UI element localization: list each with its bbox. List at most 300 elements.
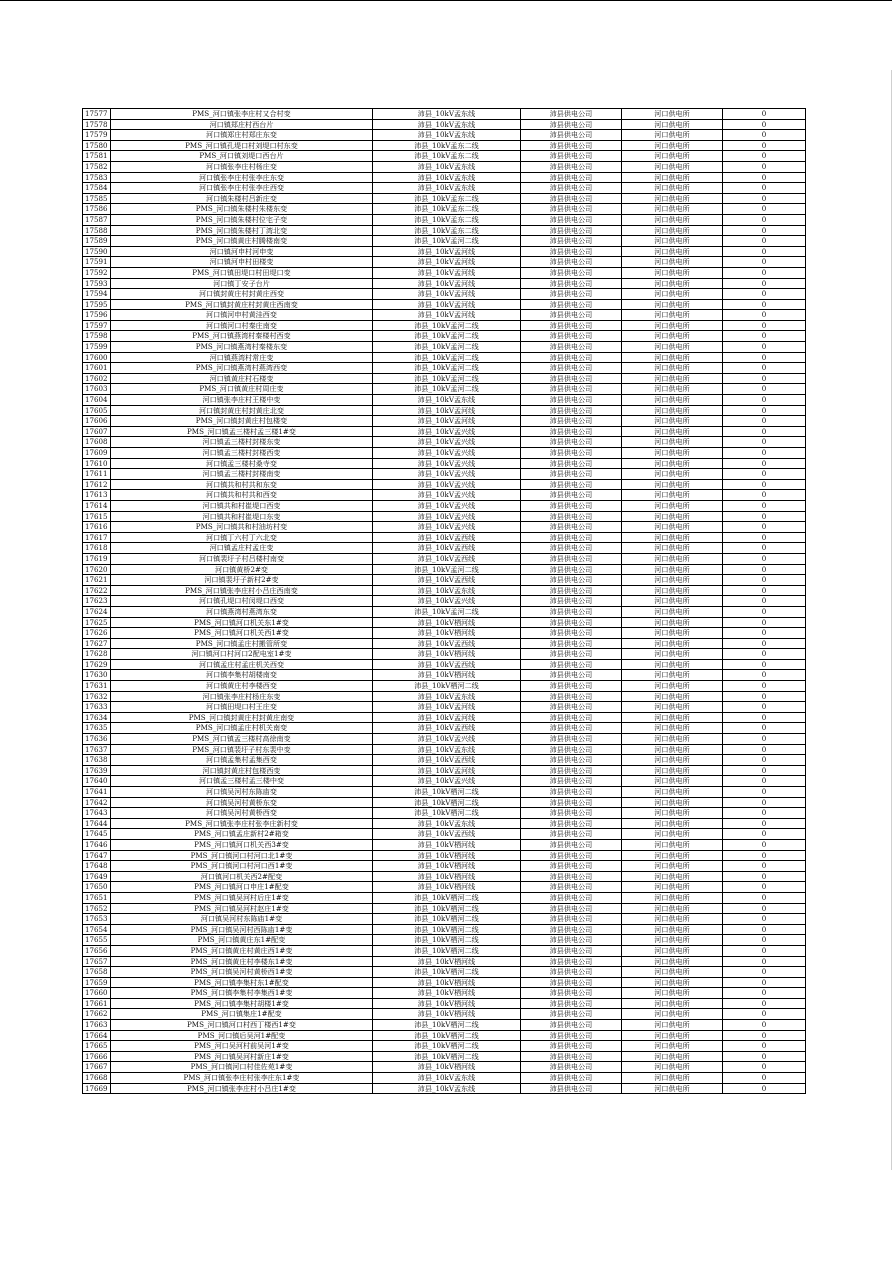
county-company-cell: 沛县供电公司 xyxy=(521,214,622,225)
transformer-name-cell: 河口镇共和村崔堤口东变 xyxy=(111,511,373,522)
feeder-line-cell: 沛县_10kV孟河线 xyxy=(373,702,521,713)
transformer-name-cell: PMS_河口镇集庄1#配变 xyxy=(111,1009,373,1020)
value-cell: 0 xyxy=(723,109,806,120)
table-row xyxy=(83,776,806,787)
row-id-cell: 17581 xyxy=(83,151,111,162)
row-id-cell: 17582 xyxy=(83,161,111,172)
county-company-cell: 沛县供电公司 xyxy=(521,882,622,893)
supply-station-cell: 河口供电所 xyxy=(622,109,723,120)
supply-station-cell: 河口供电所 xyxy=(622,1020,723,1031)
table-row xyxy=(83,1073,806,1084)
table-row xyxy=(83,850,806,861)
supply-station-cell: 河口供电所 xyxy=(622,702,723,713)
supply-station-cell: 河口供电所 xyxy=(622,892,723,903)
supply-station-cell: 河口供电所 xyxy=(622,469,723,480)
supply-station-cell: 河口供电所 xyxy=(622,130,723,141)
transformer-name-cell: PMS_河口镇封黄庄村封黄庄西南变 xyxy=(111,299,373,310)
transformer-name-cell: PMS_河口镇孟三楼村高徐南变 xyxy=(111,734,373,745)
county-company-cell: 沛县供电公司 xyxy=(521,405,622,416)
transformer-name-cell: 河口镇河口村秦庄南变 xyxy=(111,320,373,331)
row-id-cell: 17595 xyxy=(83,299,111,310)
feeder-line-cell: 沛县_10kV孟河二线 xyxy=(373,363,521,374)
row-id-cell: 17605 xyxy=(83,405,111,416)
transformer-name-cell: 河口镇吴河村黄桥东变 xyxy=(111,797,373,808)
value-cell: 0 xyxy=(723,352,806,363)
value-cell: 0 xyxy=(723,532,806,543)
value-cell: 0 xyxy=(723,267,806,278)
row-id-cell: 17662 xyxy=(83,1009,111,1020)
row-id-cell: 17598 xyxy=(83,331,111,342)
table-row xyxy=(83,723,806,734)
transformer-table xyxy=(82,108,806,1094)
table-row xyxy=(83,1020,806,1031)
feeder-line-cell: 沛县_10kV栖河二线 xyxy=(373,892,521,903)
value-cell: 0 xyxy=(723,246,806,257)
county-company-cell: 沛县供电公司 xyxy=(521,236,622,247)
county-company-cell: 沛县供电公司 xyxy=(521,649,622,660)
row-id-cell: 17665 xyxy=(83,1041,111,1052)
table-row xyxy=(83,490,806,501)
row-id-cell: 17583 xyxy=(83,172,111,183)
supply-station-cell: 河口供电所 xyxy=(622,373,723,384)
supply-station-cell: 河口供电所 xyxy=(622,278,723,289)
table-row xyxy=(83,352,806,363)
transformer-name-cell: PMS_河口镇张李庄村小吕庄西南变 xyxy=(111,585,373,596)
supply-station-cell: 河口供电所 xyxy=(622,755,723,766)
county-company-cell: 沛县供电公司 xyxy=(521,320,622,331)
feeder-line-cell: 沛县_10kV栖河线 xyxy=(373,988,521,999)
feeder-line-cell: 沛县_10kV孟东二线 xyxy=(373,140,521,151)
county-company-cell: 沛县供电公司 xyxy=(521,892,622,903)
table-row xyxy=(83,977,806,988)
row-id-cell: 17622 xyxy=(83,585,111,596)
county-company-cell: 沛县供电公司 xyxy=(521,871,622,882)
transformer-name-cell: PMS_河口镇吴河村西陈庙1#变 xyxy=(111,924,373,935)
transformer-name-cell: 河口镇孟三楼村桑寺变 xyxy=(111,458,373,469)
value-cell: 0 xyxy=(723,914,806,925)
row-id-cell: 17661 xyxy=(83,998,111,1009)
transformer-name-cell: PMS_河口镇吴河村后庄1#变 xyxy=(111,892,373,903)
feeder-line-cell: 沛县_10kV孟东线 xyxy=(373,744,521,755)
feeder-line-cell: 沛县_10kV栖河线 xyxy=(373,861,521,872)
table-row xyxy=(83,257,806,268)
row-id-cell: 17668 xyxy=(83,1073,111,1084)
row-id-cell: 17645 xyxy=(83,829,111,840)
transformer-name-cell: PMS_河口镇河口申庄1#配变 xyxy=(111,882,373,893)
transformer-name-cell: 河口镇燕湾村燕湾东变 xyxy=(111,606,373,617)
table-row xyxy=(83,458,806,469)
county-company-cell: 沛县供电公司 xyxy=(521,130,622,141)
transformer-name-cell: 河口镇河申村田楼变 xyxy=(111,257,373,268)
feeder-line-cell: 沛县_10kV栖河线 xyxy=(373,628,521,639)
transformer-name-cell: 河口镇田堤口村王庄变 xyxy=(111,702,373,713)
feeder-line-cell: 沛县_10kV孟河二线 xyxy=(373,236,521,247)
row-id-cell: 17586 xyxy=(83,204,111,215)
value-cell: 0 xyxy=(723,1051,806,1062)
county-company-cell: 沛县供电公司 xyxy=(521,1051,622,1062)
value-cell: 0 xyxy=(723,1030,806,1041)
feeder-line-cell: 沛县_10kV孟东线 xyxy=(373,691,521,702)
row-id-cell: 17654 xyxy=(83,924,111,935)
supply-station-cell: 河口供电所 xyxy=(622,214,723,225)
feeder-line-cell: 沛县_10kV孟东线 xyxy=(373,119,521,130)
feeder-line-cell: 沛县_10kV栖河二线 xyxy=(373,903,521,914)
row-id-cell: 17633 xyxy=(83,702,111,713)
supply-station-cell: 河口供电所 xyxy=(622,183,723,194)
county-company-cell: 沛县供电公司 xyxy=(521,490,622,501)
county-company-cell: 沛县供电公司 xyxy=(521,553,622,564)
transformer-name-cell: PMS_河口镇河口村河口西1#变 xyxy=(111,861,373,872)
table-row xyxy=(83,299,806,310)
county-company-cell: 沛县供电公司 xyxy=(521,151,622,162)
feeder-line-cell: 沛县_10kV孟兴线 xyxy=(373,426,521,437)
transformer-name-cell: PMS_河口镇河口机关东1#变 xyxy=(111,617,373,628)
feeder-line-cell: 沛县_10kV孟东线 xyxy=(373,1083,521,1094)
transformer-name-cell: PMS_河口镇孟庄村搬管所变 xyxy=(111,638,373,649)
row-id-cell: 17612 xyxy=(83,479,111,490)
county-company-cell: 沛县供电公司 xyxy=(521,564,622,575)
table-row xyxy=(83,818,806,829)
transformer-name-cell: 河口镇封黄庄村包楼西变 xyxy=(111,765,373,776)
transformer-name-cell: 河口镇张李庄村张李庄西变 xyxy=(111,183,373,194)
value-cell: 0 xyxy=(723,638,806,649)
feeder-line-cell: 沛县_10kV孟河线 xyxy=(373,246,521,257)
table-row xyxy=(83,861,806,872)
value-cell: 0 xyxy=(723,988,806,999)
supply-station-cell: 河口供电所 xyxy=(622,1030,723,1041)
supply-station-cell: 河口供电所 xyxy=(622,1073,723,1084)
supply-station-cell: 河口供电所 xyxy=(622,490,723,501)
supply-station-cell: 河口供电所 xyxy=(622,458,723,469)
county-company-cell: 沛县供电公司 xyxy=(521,628,622,639)
county-company-cell: 沛县供电公司 xyxy=(521,426,622,437)
county-company-cell: 沛县供电公司 xyxy=(521,1083,622,1094)
supply-station-cell: 河口供电所 xyxy=(622,500,723,511)
table-row xyxy=(83,553,806,564)
value-cell: 0 xyxy=(723,299,806,310)
row-id-cell: 17602 xyxy=(83,373,111,384)
county-company-cell: 沛县供电公司 xyxy=(521,310,622,321)
transformer-name-cell: PMS_河口镇孔堤口村刘堤口村东变 xyxy=(111,140,373,151)
transformer-name-cell: 河口镇黄庄村石楼变 xyxy=(111,373,373,384)
table-row xyxy=(83,140,806,151)
county-company-cell: 沛县供电公司 xyxy=(521,458,622,469)
value-cell: 0 xyxy=(723,458,806,469)
feeder-line-cell: 沛县_10kV孟兴线 xyxy=(373,776,521,787)
value-cell: 0 xyxy=(723,320,806,331)
value-cell: 0 xyxy=(723,151,806,162)
row-id-cell: 17632 xyxy=(83,691,111,702)
county-company-cell: 沛县供电公司 xyxy=(521,119,622,130)
supply-station-cell: 河口供电所 xyxy=(622,363,723,374)
row-id-cell: 17593 xyxy=(83,278,111,289)
table-row xyxy=(83,1051,806,1062)
table-row xyxy=(83,172,806,183)
table-row xyxy=(83,236,806,247)
row-id-cell: 17611 xyxy=(83,469,111,480)
row-id-cell: 17588 xyxy=(83,225,111,236)
feeder-line-cell: 沛县_10kV孟东二线 xyxy=(373,193,521,204)
transformer-name-cell: 河口镇丁安子台片 xyxy=(111,278,373,289)
supply-station-cell: 河口供电所 xyxy=(622,691,723,702)
supply-station-cell: 河口供电所 xyxy=(622,267,723,278)
transformer-name-cell: 河口镇孟庄村孟庄机关西变 xyxy=(111,659,373,670)
page-top-rule xyxy=(0,0,892,1)
value-cell: 0 xyxy=(723,596,806,607)
feeder-line-cell: 沛县_10kV孟兴线 xyxy=(373,596,521,607)
feeder-line-cell: 沛县_10kV孟西线 xyxy=(373,723,521,734)
supply-station-cell: 河口供电所 xyxy=(622,553,723,564)
transformer-name-cell: PMS_河口镇黄庄村李楼东1#变 xyxy=(111,956,373,967)
value-cell: 0 xyxy=(723,395,806,406)
county-company-cell: 沛县供电公司 xyxy=(521,299,622,310)
supply-station-cell: 河口供电所 xyxy=(622,839,723,850)
row-id-cell: 17610 xyxy=(83,458,111,469)
county-company-cell: 沛县供电公司 xyxy=(521,829,622,840)
feeder-line-cell: 沛县_10kV孟河二线 xyxy=(373,320,521,331)
county-company-cell: 沛县供电公司 xyxy=(521,172,622,183)
value-cell: 0 xyxy=(723,373,806,384)
county-company-cell: 沛县供电公司 xyxy=(521,204,622,215)
value-cell: 0 xyxy=(723,670,806,681)
transformer-name-cell: 河口镇河申村河申变 xyxy=(111,246,373,257)
feeder-line-cell: 沛县_10kV孟兴线 xyxy=(373,734,521,745)
supply-station-cell: 河口供电所 xyxy=(622,903,723,914)
feeder-line-cell: 沛县_10kV栖河二线 xyxy=(373,787,521,798)
row-id-cell: 17619 xyxy=(83,553,111,564)
supply-station-cell: 河口供电所 xyxy=(622,776,723,787)
supply-station-cell: 河口供电所 xyxy=(622,712,723,723)
county-company-cell: 沛县供电公司 xyxy=(521,511,622,522)
value-cell: 0 xyxy=(723,130,806,141)
row-id-cell: 17624 xyxy=(83,606,111,617)
county-company-cell: 沛县供电公司 xyxy=(521,755,622,766)
table-row xyxy=(83,416,806,427)
county-company-cell: 沛县供电公司 xyxy=(521,479,622,490)
value-cell: 0 xyxy=(723,691,806,702)
supply-station-cell: 河口供电所 xyxy=(622,649,723,660)
transformer-name-cell: 河口镇河口村河口2配电室1#变 xyxy=(111,649,373,660)
county-company-cell: 沛县供电公司 xyxy=(521,193,622,204)
table-row xyxy=(83,638,806,649)
row-id-cell: 17643 xyxy=(83,808,111,819)
feeder-line-cell: 沛县_10kV孟兴线 xyxy=(373,469,521,480)
feeder-line-cell: 沛县_10kV孟兴线 xyxy=(373,500,521,511)
row-id-cell: 17649 xyxy=(83,871,111,882)
row-id-cell: 17630 xyxy=(83,670,111,681)
county-company-cell: 沛县供电公司 xyxy=(521,670,622,681)
county-company-cell: 沛县供电公司 xyxy=(521,267,622,278)
row-id-cell: 17657 xyxy=(83,956,111,967)
feeder-line-cell: 沛县_10kV孟东二线 xyxy=(373,151,521,162)
value-cell: 0 xyxy=(723,490,806,501)
transformer-name-cell: PMS_河口镇黄庄村周庄变 xyxy=(111,384,373,395)
row-id-cell: 17606 xyxy=(83,416,111,427)
row-id-cell: 17599 xyxy=(83,342,111,353)
row-id-cell: 17590 xyxy=(83,246,111,257)
table-row xyxy=(83,829,806,840)
row-id-cell: 17585 xyxy=(83,193,111,204)
supply-station-cell: 河口供电所 xyxy=(622,797,723,808)
table-row xyxy=(83,882,806,893)
feeder-line-cell: 沛县_10kV孟西线 xyxy=(373,659,521,670)
transformer-name-cell: PMS_河口镇吴河村赵庄1#变 xyxy=(111,903,373,914)
supply-station-cell: 河口供电所 xyxy=(622,765,723,776)
transformer-name-cell: PMS_河口镇李集村李集西1#变 xyxy=(111,988,373,999)
county-company-cell: 沛县供电公司 xyxy=(521,787,622,798)
supply-station-cell: 河口供电所 xyxy=(622,140,723,151)
county-company-cell: 沛县供电公司 xyxy=(521,659,622,670)
feeder-line-cell: 沛县_10kV栖河二线 xyxy=(373,1051,521,1062)
feeder-line-cell: 沛县_10kV栖河线 xyxy=(373,670,521,681)
feeder-line-cell: 沛县_10kV孟河线 xyxy=(373,289,521,300)
row-id-cell: 17664 xyxy=(83,1030,111,1041)
feeder-line-cell: 沛县_10kV栖河线 xyxy=(373,850,521,861)
table-row xyxy=(83,193,806,204)
row-id-cell: 17604 xyxy=(83,395,111,406)
county-company-cell: 沛县供电公司 xyxy=(521,183,622,194)
transformer-name-cell: PMS_河口镇河口机关西3#变 xyxy=(111,839,373,850)
transformer-name-cell: PMS_河口镇田堤口村田堤口变 xyxy=(111,267,373,278)
row-id-cell: 17631 xyxy=(83,681,111,692)
transformer-name-cell: 河口镇孟庄村孟庄变 xyxy=(111,543,373,554)
value-cell: 0 xyxy=(723,1073,806,1084)
value-cell: 0 xyxy=(723,236,806,247)
feeder-line-cell: 沛县_10kV栖河二线 xyxy=(373,797,521,808)
value-cell: 0 xyxy=(723,479,806,490)
county-company-cell: 沛县供电公司 xyxy=(521,723,622,734)
value-cell: 0 xyxy=(723,289,806,300)
supply-station-cell: 河口供电所 xyxy=(622,1051,723,1062)
value-cell: 0 xyxy=(723,956,806,967)
table-row xyxy=(83,670,806,681)
row-id-cell: 17614 xyxy=(83,500,111,511)
supply-station-cell: 河口供电所 xyxy=(622,204,723,215)
supply-station-cell: 河口供电所 xyxy=(622,744,723,755)
county-company-cell: 沛县供电公司 xyxy=(521,988,622,999)
value-cell: 0 xyxy=(723,183,806,194)
feeder-line-cell: 沛县_10kV孟西线 xyxy=(373,755,521,766)
transformer-name-cell: PMS_河口镇共和村油坊村变 xyxy=(111,522,373,533)
transformer-name-cell: PMS_河口镇张李庄村小吕庄1#变 xyxy=(111,1083,373,1094)
value-cell: 0 xyxy=(723,712,806,723)
county-company-cell: 沛县供电公司 xyxy=(521,363,622,374)
row-id-cell: 17641 xyxy=(83,787,111,798)
row-id-cell: 17628 xyxy=(83,649,111,660)
supply-station-cell: 河口供电所 xyxy=(622,416,723,427)
county-company-cell: 沛县供电公司 xyxy=(521,702,622,713)
value-cell: 0 xyxy=(723,553,806,564)
row-id-cell: 17596 xyxy=(83,310,111,321)
transformer-name-cell: 河口镇朱楼村吕新庄变 xyxy=(111,193,373,204)
table-row xyxy=(83,310,806,321)
table-row xyxy=(83,1083,806,1094)
transformer-name-cell: PMS_河口镇李集村胡楼1#变 xyxy=(111,998,373,1009)
table-row xyxy=(83,998,806,1009)
transformer-name-cell: PMS_河口镇封黄庄村封黄庄南变 xyxy=(111,712,373,723)
table-row xyxy=(83,839,806,850)
transformer-name-cell: 河口镇封黄庄村封黄庄西变 xyxy=(111,289,373,300)
value-cell: 0 xyxy=(723,765,806,776)
value-cell: 0 xyxy=(723,543,806,554)
row-id-cell: 17594 xyxy=(83,289,111,300)
county-company-cell: 沛县供电公司 xyxy=(521,638,622,649)
row-id-cell: 17613 xyxy=(83,490,111,501)
transformer-name-cell: 河口镇河口机关西2#配变 xyxy=(111,871,373,882)
row-id-cell: 17587 xyxy=(83,214,111,225)
supply-station-cell: 河口供电所 xyxy=(622,575,723,586)
table-row xyxy=(83,914,806,925)
table-row xyxy=(83,384,806,395)
value-cell: 0 xyxy=(723,511,806,522)
row-id-cell: 17627 xyxy=(83,638,111,649)
value-cell: 0 xyxy=(723,755,806,766)
row-id-cell: 17634 xyxy=(83,712,111,723)
feeder-line-cell: 沛县_10kV栖河二线 xyxy=(373,681,521,692)
supply-station-cell: 河口供电所 xyxy=(622,659,723,670)
value-cell: 0 xyxy=(723,161,806,172)
supply-station-cell: 河口供电所 xyxy=(622,871,723,882)
value-cell: 0 xyxy=(723,384,806,395)
table-row xyxy=(83,681,806,692)
county-company-cell: 沛县供电公司 xyxy=(521,140,622,151)
supply-station-cell: 河口供电所 xyxy=(622,808,723,819)
value-cell: 0 xyxy=(723,363,806,374)
county-company-cell: 沛县供电公司 xyxy=(521,161,622,172)
county-company-cell: 沛县供电公司 xyxy=(521,606,622,617)
supply-station-cell: 河口供电所 xyxy=(622,723,723,734)
transformer-name-cell: 河口镇吴河村黄桥西变 xyxy=(111,808,373,819)
supply-station-cell: 河口供电所 xyxy=(622,1062,723,1073)
value-cell: 0 xyxy=(723,214,806,225)
supply-station-cell: 河口供电所 xyxy=(622,935,723,946)
table-row xyxy=(83,331,806,342)
table-row xyxy=(83,1030,806,1041)
feeder-line-cell: 沛县_10kV孟西线 xyxy=(373,638,521,649)
value-cell: 0 xyxy=(723,437,806,448)
table-row xyxy=(83,744,806,755)
feeder-line-cell: 沛县_10kV孟河线 xyxy=(373,278,521,289)
feeder-line-cell: 沛县_10kV栖河线 xyxy=(373,649,521,660)
feeder-line-cell: 沛县_10kV孟东二线 xyxy=(373,214,521,225)
county-company-cell: 沛县供电公司 xyxy=(521,289,622,300)
transformer-name-cell: PMS_河口镇张李庄村张李庄新村变 xyxy=(111,818,373,829)
supply-station-cell: 河口供电所 xyxy=(622,585,723,596)
transformer-name-cell: PMS_河口镇封黄庄村包楼变 xyxy=(111,416,373,427)
supply-station-cell: 河口供电所 xyxy=(622,310,723,321)
supply-station-cell: 河口供电所 xyxy=(622,384,723,395)
table-row xyxy=(83,246,806,257)
table-row xyxy=(83,988,806,999)
row-id-cell: 17616 xyxy=(83,522,111,533)
county-company-cell: 沛县供电公司 xyxy=(521,924,622,935)
value-cell: 0 xyxy=(723,787,806,798)
supply-station-cell: 河口供电所 xyxy=(622,967,723,978)
supply-station-cell: 河口供电所 xyxy=(622,945,723,956)
value-cell: 0 xyxy=(723,426,806,437)
county-company-cell: 沛县供电公司 xyxy=(521,977,622,988)
feeder-line-cell: 沛县_10kV孟西线 xyxy=(373,553,521,564)
supply-station-cell: 河口供电所 xyxy=(622,405,723,416)
row-id-cell: 17603 xyxy=(83,384,111,395)
feeder-line-cell: 沛县_10kV孟河二线 xyxy=(373,342,521,353)
feeder-line-cell: 沛县_10kV孟兴线 xyxy=(373,437,521,448)
feeder-line-cell: 沛县_10kV孟东线 xyxy=(373,1073,521,1084)
county-company-cell: 沛县供电公司 xyxy=(521,935,622,946)
table-row xyxy=(83,183,806,194)
row-id-cell: 17600 xyxy=(83,352,111,363)
feeder-line-cell: 沛县_10kV孟河线 xyxy=(373,257,521,268)
